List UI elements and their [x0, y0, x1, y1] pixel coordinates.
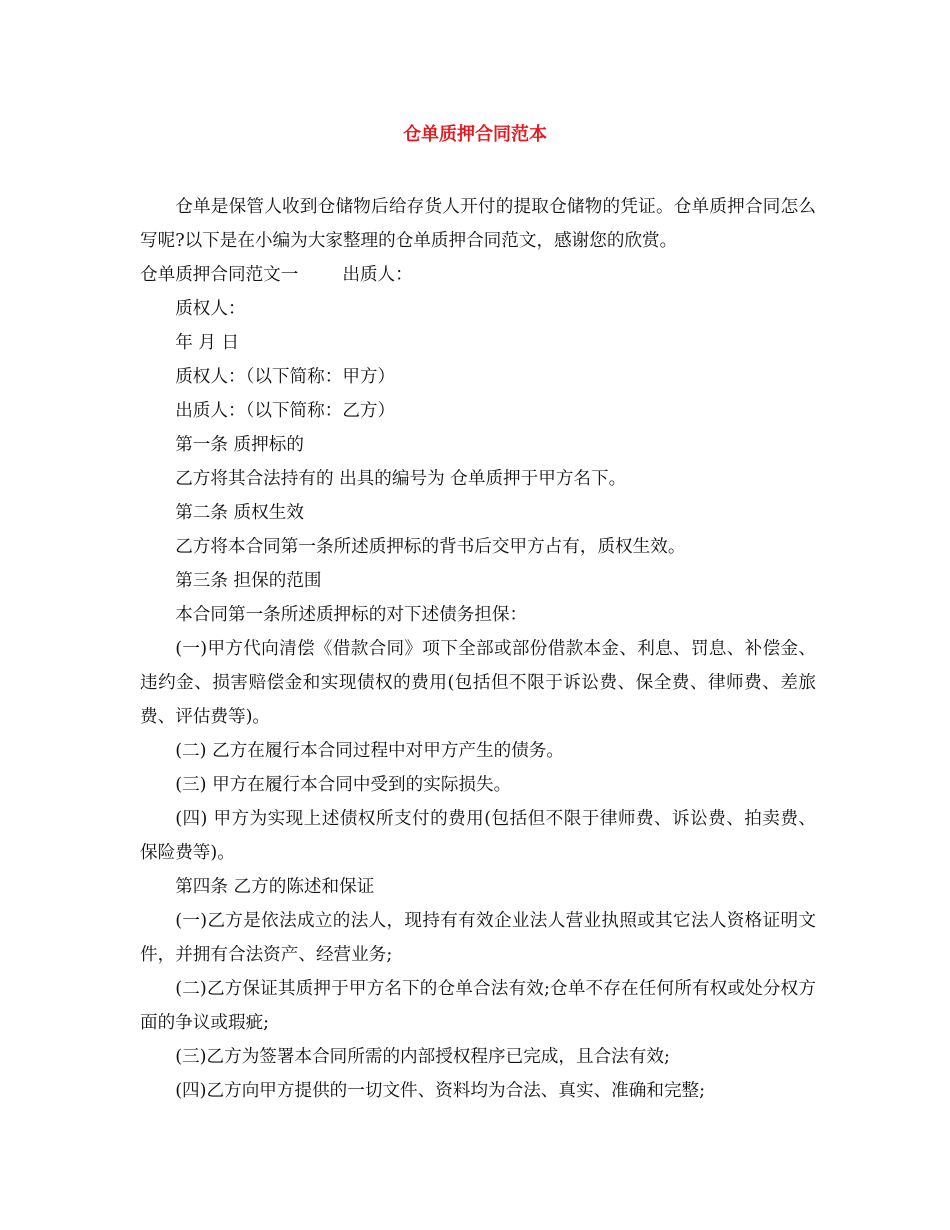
article-3-item-1: (一)甲方代向清偿《借款合同》项下全部或部份借款本金、利息、罚息、补偿金、违约金、损害赔偿金和实现债权的费用(包括但不限于诉讼费、保全费、律师费、差旅费、评估费等)。	[140, 639, 816, 727]
intro-paragraph: 仓单是保管人收到仓储物后给存货人开付的提取仓储物的凭证。仓单质押合同怎么写呢?以下是在小编为大家整理的仓单质押合同范文，感谢您的欣赏。	[140, 197, 816, 251]
article-2-heading: 第二条 质权生效	[175, 503, 304, 523]
article-3-item-4: (四) 甲方为实现上述债权所支付的费用(包括但不限于律师费、诉讼费、拍卖费、保险费等)。	[140, 809, 816, 863]
pledgee-label: 质权人：	[175, 299, 246, 319]
party-b-line: 出质人：（以下简称：乙方）	[175, 401, 396, 421]
article-2-text: 乙方将本合同第一条所述质押标的背书后交甲方占有，质权生效。	[175, 537, 686, 557]
article-3-text: 本合同第一条所述质押标的对下述债务担保：	[175, 605, 528, 625]
article-4-heading: 第四条 乙方的陈述和保证	[175, 877, 375, 897]
article-4-item-1: (一)乙方是依法成立的法人，现持有有效企业法人营业执照或其它法人资格证明文件，并拥有合法资产、经营业务;	[140, 911, 816, 965]
date-line: 年 月 日	[175, 333, 240, 353]
article-1-heading: 第一条 质押标的	[175, 435, 304, 455]
article-4-item-3: (三)乙方为签署本合同所需的内部授权程序已完成，且合法有效;	[175, 1047, 670, 1067]
article-3-item-2: (二) 乙方在履行本合同过程中对甲方产生的债务。	[175, 741, 564, 761]
article-3-heading: 第三条 担保的范围	[175, 571, 322, 591]
document-title: 仓单质押合同范本	[403, 124, 547, 145]
sample-heading: 仓单质押合同范文一	[140, 265, 299, 285]
article-3-item-3: (三) 甲方在履行本合同中受到的实际损失。	[175, 775, 512, 795]
pledgor-label: 出质人：	[342, 265, 413, 285]
document-body	[140, 190, 816, 1108]
article-4-item-4: (四)乙方向甲方提供的一切文件、资料均为合法、真实、准确和完整;	[175, 1081, 706, 1101]
article-1-text: 乙方将其合法持有的 出具的编号为 仓单质押于甲方名下。	[175, 469, 627, 489]
sample-heading-line	[140, 258, 816, 292]
article-4-item-2: (二)乙方保证其质押于甲方名下的仓单合法有效;仓单不存在任何所有权或处分权方面的争议或瑕疵;	[140, 979, 816, 1033]
party-a-line: 质权人：（以下简称：甲方）	[175, 367, 396, 387]
